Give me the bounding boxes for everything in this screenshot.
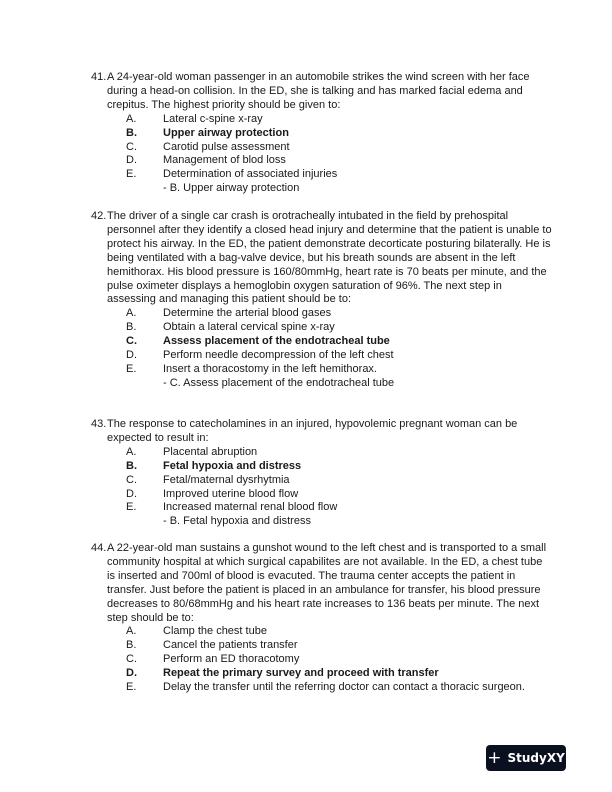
option-e bbox=[91, 363, 553, 377]
studyxy-badge[interactable] bbox=[486, 745, 566, 771]
option-letter: A. bbox=[126, 112, 137, 125]
options-list bbox=[91, 113, 553, 183]
option-letter: B. bbox=[126, 639, 137, 652]
option-text: Determination of associated injuries bbox=[163, 168, 338, 181]
option-text: Repeat the primary survey and proceed with transfer bbox=[163, 667, 439, 680]
option-d bbox=[91, 667, 553, 681]
option-text: Perform needle decompression of the left chest bbox=[163, 349, 394, 362]
option-d bbox=[91, 488, 553, 502]
question-43 bbox=[91, 418, 553, 529]
question-41 bbox=[91, 71, 553, 196]
question-number: 44. bbox=[91, 542, 107, 554]
option-text: Delay the transfer until the referring doctor can contact a thoracic surgeon. bbox=[163, 681, 525, 694]
option-c bbox=[91, 474, 553, 488]
option-letter: A. bbox=[126, 445, 137, 458]
option-text: Increased maternal renal blood flow bbox=[163, 501, 338, 514]
option-letter: D. bbox=[126, 154, 137, 167]
option-letter: E. bbox=[126, 501, 137, 514]
option-letter: B. bbox=[126, 126, 137, 139]
option-e bbox=[91, 501, 553, 515]
option-b bbox=[91, 460, 553, 474]
option-a bbox=[91, 625, 553, 639]
option-text: Clamp the chest tube bbox=[163, 625, 267, 638]
badge-label: StudyXY bbox=[507, 751, 565, 765]
option-c bbox=[91, 653, 553, 667]
option-letter: A. bbox=[126, 625, 137, 638]
question-number: 42. bbox=[91, 210, 107, 222]
answer-line: - B. Fetal hypoxia and distress bbox=[163, 515, 311, 528]
question-text: The driver of a single car crash is orotracheally intubated in the field by prehospital personnel after they identify a closed head injury and determine that the patient is unable to protect his airway. In the ED, the patient demonstrate decorticate posturing bilaterally. He is being ventilated with a bag-valve device, but his breath sounds are absent in the left hemithorax. His blood pressure is 160/80mmHg, heart rate is 70 beats per minute, and the pulse oximeter displays a hemoglobin oxygen saturation of 96%. The next step in assessing and managing this patient should be to: bbox=[107, 210, 552, 306]
question-number: 41. bbox=[91, 71, 107, 83]
option-text: Fetal/maternal dysrhytmia bbox=[163, 473, 290, 486]
answer-line: - C. Assess placement of the endotracheal tube bbox=[163, 376, 395, 389]
option-text: Lateral c-spine x-ray bbox=[163, 112, 263, 125]
option-letter: A. bbox=[126, 307, 137, 320]
question-text: The response to catecholamines in an injured, hypovolemic pregnant woman can be expected to result in: bbox=[107, 418, 518, 444]
option-text: Determine the arterial blood gases bbox=[163, 307, 332, 320]
option-a bbox=[91, 446, 553, 460]
answer-line: - B. Upper airway protection bbox=[163, 182, 300, 195]
option-letter: C. bbox=[126, 335, 137, 348]
option-text: Placental abruption bbox=[163, 445, 258, 458]
question-stem bbox=[91, 71, 553, 113]
option-b bbox=[91, 127, 553, 141]
option-text: Assess placement of the endotracheal tube bbox=[163, 335, 390, 348]
question-stem bbox=[91, 542, 553, 625]
question-text: A 22-year-old man sustains a gunshot wound to the left chest and is transported to a small community hospital at which surgical capabilites are not available. In the ED, a chest tube is inserted and 700ml of blood is evacuted. The trauma center accepts the patient in transfer. Just before the patient is placed in an ambulance for transfer, his blood pressure decreases to 80/68mmHg and his heart rate increases to 136 beats per minute. The next step should be to: bbox=[107, 542, 547, 624]
option-e bbox=[91, 681, 553, 695]
option-letter: D. bbox=[126, 487, 137, 500]
question-text: A 24-year-old woman passenger in an automobile strikes the wind screen with her face during a head-on collision. In the ED, she is talking and has marked facial edema and crepitus. The highest priority should be given to: bbox=[107, 71, 530, 111]
option-text: Perform an ED thoracotomy bbox=[163, 653, 300, 666]
option-a bbox=[91, 307, 553, 321]
option-text: Obtain a lateral cervical spine x-ray bbox=[163, 321, 335, 334]
option-b bbox=[91, 321, 553, 335]
option-letter: E. bbox=[126, 362, 137, 375]
option-letter: D. bbox=[126, 349, 137, 362]
question-42 bbox=[91, 210, 553, 391]
option-text: Improved uterine blood flow bbox=[163, 487, 299, 500]
option-d bbox=[91, 349, 553, 363]
option-text: Insert a thoracostomy in the left hemithorax. bbox=[163, 362, 377, 375]
option-text: Management of blod loss bbox=[163, 154, 286, 167]
options-list bbox=[91, 446, 553, 516]
option-letter: D. bbox=[126, 667, 137, 680]
option-letter: C. bbox=[126, 653, 137, 666]
option-b bbox=[91, 639, 553, 653]
question-number: 43. bbox=[91, 418, 107, 430]
question-stem bbox=[91, 418, 553, 446]
option-text: Fetal hypoxia and distress bbox=[163, 459, 302, 472]
option-d bbox=[91, 154, 553, 168]
option-c bbox=[91, 335, 553, 349]
option-text: Cancel the patients transfer bbox=[163, 639, 298, 652]
option-letter: E. bbox=[126, 168, 137, 181]
option-a bbox=[91, 113, 553, 127]
options-list bbox=[91, 307, 553, 377]
option-letter: B. bbox=[126, 321, 137, 334]
options-list bbox=[91, 625, 553, 695]
option-text: Upper airway protection bbox=[163, 126, 289, 139]
plus-icon: + bbox=[487, 747, 502, 768]
option-letter: C. bbox=[126, 140, 137, 153]
option-letter: C. bbox=[126, 473, 137, 486]
option-e bbox=[91, 168, 553, 182]
option-c bbox=[91, 141, 553, 155]
question-stem bbox=[91, 210, 553, 307]
option-letter: E. bbox=[126, 681, 137, 694]
option-text: Carotid pulse assessment bbox=[163, 140, 290, 153]
option-letter: B. bbox=[126, 459, 137, 472]
question-44 bbox=[91, 542, 553, 695]
